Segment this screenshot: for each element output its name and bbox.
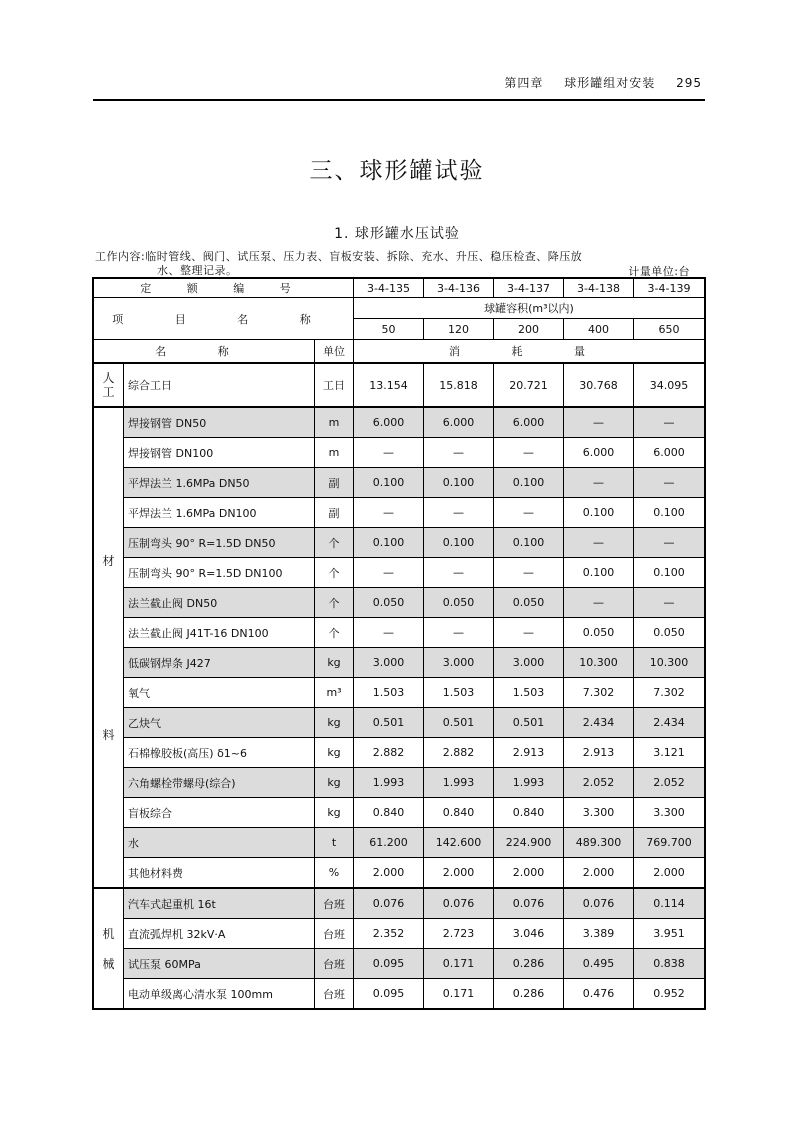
consumption-value: 0.076	[494, 888, 564, 919]
consumption-value: 6.000	[424, 407, 494, 438]
item-unit: 台班	[315, 919, 354, 949]
consumption-value: 1.503	[494, 678, 564, 708]
consumption-value: 2.000	[494, 858, 564, 889]
item-name: 平焊法兰 1.6MPa DN50	[124, 468, 315, 498]
consumption-value: —	[634, 588, 705, 618]
quota-no-5: 3-4-139	[634, 279, 705, 298]
consumption-value: 3.000	[424, 648, 494, 678]
item-name: 汽车式起重机 16t	[124, 888, 315, 919]
consumption-header: 消 耗 量	[354, 340, 705, 364]
consumption-value: 3.000	[354, 648, 424, 678]
consumption-value: 224.900	[494, 828, 564, 858]
item-unit: 台班	[315, 888, 354, 919]
consumption-value: 2.434	[564, 708, 634, 738]
consumption-value: —	[354, 438, 424, 468]
item-name: 综合工日	[124, 363, 315, 407]
item-unit: %	[315, 858, 354, 889]
item-name: 乙炔气	[124, 708, 315, 738]
labor-category-label	[94, 363, 124, 407]
consumption-value: 0.100	[564, 498, 634, 528]
consumption-value: 0.100	[494, 528, 564, 558]
item-unit: 副	[315, 468, 354, 498]
consumption-value: 7.302	[564, 678, 634, 708]
item-name: 盲板综合	[124, 798, 315, 828]
work-content-line1: 临时管线、阀门、试压泵、压力表、盲板安装、拆除、充水、升压、稳压检查、降压放	[145, 250, 583, 263]
consumption-value: —	[354, 498, 424, 528]
consumption-value: 3.121	[634, 738, 705, 768]
consumption-value: —	[494, 498, 564, 528]
table-row	[94, 828, 705, 858]
consumption-value: —	[424, 618, 494, 648]
consumption-value: —	[494, 438, 564, 468]
consumption-value: 0.952	[634, 979, 705, 1009]
consumption-value: 3.300	[634, 798, 705, 828]
consumption-value: 0.171	[424, 979, 494, 1009]
table-row	[94, 618, 705, 648]
consumption-value: 3.046	[494, 919, 564, 949]
consumption-value: 769.700	[634, 828, 705, 858]
item-name: 其他材料费	[124, 858, 315, 889]
table-row	[94, 858, 705, 889]
consumption-value: 0.476	[564, 979, 634, 1009]
consumption-value: —	[424, 498, 494, 528]
consumption-value: 1.503	[354, 678, 424, 708]
consumption-value: 2.913	[564, 738, 634, 768]
capacity-4: 400	[564, 319, 634, 340]
table-row	[94, 528, 705, 558]
consumption-value: —	[634, 528, 705, 558]
table-row	[94, 558, 705, 588]
consumption-value: 2.000	[634, 858, 705, 889]
consumption-value: —	[424, 438, 494, 468]
consumption-value: 2.434	[634, 708, 705, 738]
table-row	[94, 768, 705, 798]
material-category-char: 料	[102, 727, 115, 742]
running-head-chapter: 第四章	[504, 76, 544, 90]
consumption-value: —	[564, 407, 634, 438]
quota-number-row	[94, 279, 705, 298]
consumption-value: 61.200	[354, 828, 424, 858]
consumption-value: 0.171	[424, 949, 494, 979]
capacity-label-row	[94, 298, 705, 319]
consumption-value: 20.721	[494, 363, 564, 407]
consumption-value: —	[354, 618, 424, 648]
consumption-value: 0.100	[424, 528, 494, 558]
quota-no-2: 3-4-136	[424, 279, 494, 298]
work-content-line2: 水、整理记录。	[157, 264, 238, 277]
work-content	[95, 250, 625, 278]
consumption-value: 0.100	[354, 468, 424, 498]
consumption-value: 0.076	[424, 888, 494, 919]
consumption-value: 6.000	[564, 438, 634, 468]
capacity-1: 50	[354, 319, 424, 340]
consumption-value: 1.993	[354, 768, 424, 798]
item-name: 试压泵 60MPa	[124, 949, 315, 979]
capacity-2: 120	[424, 319, 494, 340]
consumption-value: 2.000	[424, 858, 494, 889]
item-unit: 个	[315, 528, 354, 558]
consumption-value: 2.052	[564, 768, 634, 798]
item-name: 焊接钢管 DN100	[124, 438, 315, 468]
item-name: 焊接钢管 DN50	[124, 407, 315, 438]
table-row	[94, 888, 705, 919]
material-category-label	[94, 407, 124, 888]
running-head-title: 球形罐组对安装	[564, 76, 656, 90]
capacity-5: 650	[634, 319, 705, 340]
table-row	[94, 468, 705, 498]
item-unit: kg	[315, 648, 354, 678]
consumption-value: 0.840	[354, 798, 424, 828]
table-row	[94, 407, 705, 438]
consumption-value: —	[354, 558, 424, 588]
consumption-value: 0.501	[424, 708, 494, 738]
consumption-value: —	[494, 618, 564, 648]
item-name: 压制弯头 90° R=1.5D DN50	[124, 528, 315, 558]
consumption-value: 3.389	[564, 919, 634, 949]
item-unit: kg	[315, 798, 354, 828]
column-header-row	[94, 340, 705, 364]
consumption-value: 15.818	[424, 363, 494, 407]
page-number: 295	[676, 76, 702, 90]
consumption-value: 0.100	[634, 498, 705, 528]
item-name: 石棉橡胶板(高压) δ1~6	[124, 738, 315, 768]
consumption-value: 3.300	[564, 798, 634, 828]
consumption-value: 2.913	[494, 738, 564, 768]
item-name: 六角螺栓带螺母(综合)	[124, 768, 315, 798]
consumption-value: 0.100	[564, 558, 634, 588]
item-name-label: 项 目 名 称	[94, 298, 354, 340]
consumption-value: 2.882	[354, 738, 424, 768]
consumption-value: 0.100	[354, 528, 424, 558]
item-unit: kg	[315, 738, 354, 768]
consumption-value: 0.840	[424, 798, 494, 828]
consumption-value: 6.000	[494, 407, 564, 438]
consumption-value: 2.882	[424, 738, 494, 768]
quota-no-4: 3-4-138	[564, 279, 634, 298]
consumption-value: 0.050	[354, 588, 424, 618]
consumption-value: 0.840	[494, 798, 564, 828]
consumption-value: —	[424, 558, 494, 588]
consumption-value: 2.000	[354, 858, 424, 889]
item-name: 法兰截止阀 J41T-16 DN100	[124, 618, 315, 648]
consumption-value: —	[564, 528, 634, 558]
item-name: 氧气	[124, 678, 315, 708]
consumption-value: 2.000	[564, 858, 634, 889]
running-head	[488, 74, 702, 91]
capacity-3: 200	[494, 319, 564, 340]
table-row	[94, 738, 705, 768]
consumption-value: 1.993	[424, 768, 494, 798]
name-column-header: 名 称	[94, 340, 315, 364]
consumption-value: 489.300	[564, 828, 634, 858]
table-row	[94, 708, 705, 738]
consumption-value: 0.286	[494, 949, 564, 979]
consumption-value: 0.100	[494, 468, 564, 498]
consumption-value: —	[634, 407, 705, 438]
quota-no-1: 3-4-135	[354, 279, 424, 298]
machine-category-char: 机	[102, 926, 115, 941]
work-content-label: 工作内容:	[95, 250, 146, 263]
item-name: 平焊法兰 1.6MPa DN100	[124, 498, 315, 528]
item-unit: 个	[315, 618, 354, 648]
consumption-value: 1.993	[494, 768, 564, 798]
consumption-value: —	[634, 468, 705, 498]
consumption-value: 13.154	[354, 363, 424, 407]
consumption-value: 10.300	[634, 648, 705, 678]
table-row	[94, 648, 705, 678]
consumption-value: 0.100	[424, 468, 494, 498]
consumption-value: 0.050	[424, 588, 494, 618]
unit-column-header: 单位	[315, 340, 354, 364]
consumption-value: 0.501	[354, 708, 424, 738]
table-row	[94, 979, 705, 1009]
consumption-value: 0.095	[354, 979, 424, 1009]
item-name: 法兰截止阀 DN50	[124, 588, 315, 618]
item-unit: m	[315, 438, 354, 468]
consumption-value: 10.300	[564, 648, 634, 678]
table-row	[94, 949, 705, 979]
item-unit: 个	[315, 558, 354, 588]
labor-category-char: 工	[102, 385, 115, 399]
item-unit: m	[315, 407, 354, 438]
chapter-title: 三、球形罐试验	[309, 158, 485, 184]
consumption-value: 142.600	[424, 828, 494, 858]
consumption-value: 6.000	[634, 438, 705, 468]
machine-category-char: 械	[102, 956, 115, 971]
quota-number-label: 定 额 编 号	[94, 279, 354, 298]
item-name: 低碳钢焊条 J427	[124, 648, 315, 678]
header-rule	[93, 99, 705, 101]
table-row	[94, 588, 705, 618]
consumption-value: —	[494, 558, 564, 588]
table-row	[94, 498, 705, 528]
consumption-value: 0.100	[634, 558, 705, 588]
consumption-value: —	[564, 468, 634, 498]
machine-category-label	[94, 888, 124, 1009]
consumption-value: —	[564, 588, 634, 618]
consumption-value: 34.095	[634, 363, 705, 407]
consumption-value: 0.501	[494, 708, 564, 738]
consumption-value: 2.052	[634, 768, 705, 798]
item-name: 水	[124, 828, 315, 858]
item-unit: 台班	[315, 949, 354, 979]
consumption-value: 0.114	[634, 888, 705, 919]
table-row	[94, 798, 705, 828]
consumption-value: 0.050	[564, 618, 634, 648]
labor-category-char: 人	[102, 371, 115, 385]
consumption-value: 0.076	[354, 888, 424, 919]
consumption-value: 0.495	[564, 949, 634, 979]
item-unit: 副	[315, 498, 354, 528]
item-unit: t	[315, 828, 354, 858]
consumption-value: 1.503	[424, 678, 494, 708]
consumption-value: 0.076	[564, 888, 634, 919]
consumption-value: 0.050	[634, 618, 705, 648]
item-name: 直流弧焊机 32kV·A	[124, 919, 315, 949]
unit-note: 计量单位:台	[628, 265, 690, 278]
item-unit: kg	[315, 768, 354, 798]
consumption-value: 30.768	[564, 363, 634, 407]
material-category-char: 材	[102, 553, 115, 568]
item-name: 电动单级离心清水泵 100mm	[124, 979, 315, 1009]
item-unit: m³	[315, 678, 354, 708]
consumption-value: 0.050	[494, 588, 564, 618]
consumption-value: 3.000	[494, 648, 564, 678]
item-unit: 台班	[315, 979, 354, 1009]
item-unit: 个	[315, 588, 354, 618]
item-name: 压制弯头 90° R=1.5D DN100	[124, 558, 315, 588]
table-row	[94, 919, 705, 949]
consumption-value: 0.286	[494, 979, 564, 1009]
consumption-value: 3.951	[634, 919, 705, 949]
consumption-value: 2.352	[354, 919, 424, 949]
capacity-label: 球罐容积(m³以内)	[354, 298, 705, 319]
consumption-value: 0.095	[354, 949, 424, 979]
table-row	[94, 363, 705, 407]
consumption-value: 0.838	[634, 949, 705, 979]
table-row	[94, 438, 705, 468]
section-title: 1. 球形罐水压试验	[334, 226, 460, 242]
quota-no-3: 3-4-137	[494, 279, 564, 298]
quota-table	[93, 278, 705, 1009]
item-unit: kg	[315, 708, 354, 738]
table-row	[94, 678, 705, 708]
consumption-value: 7.302	[634, 678, 705, 708]
consumption-value: 6.000	[354, 407, 424, 438]
item-unit: 工日	[315, 363, 354, 407]
consumption-value: 2.723	[424, 919, 494, 949]
